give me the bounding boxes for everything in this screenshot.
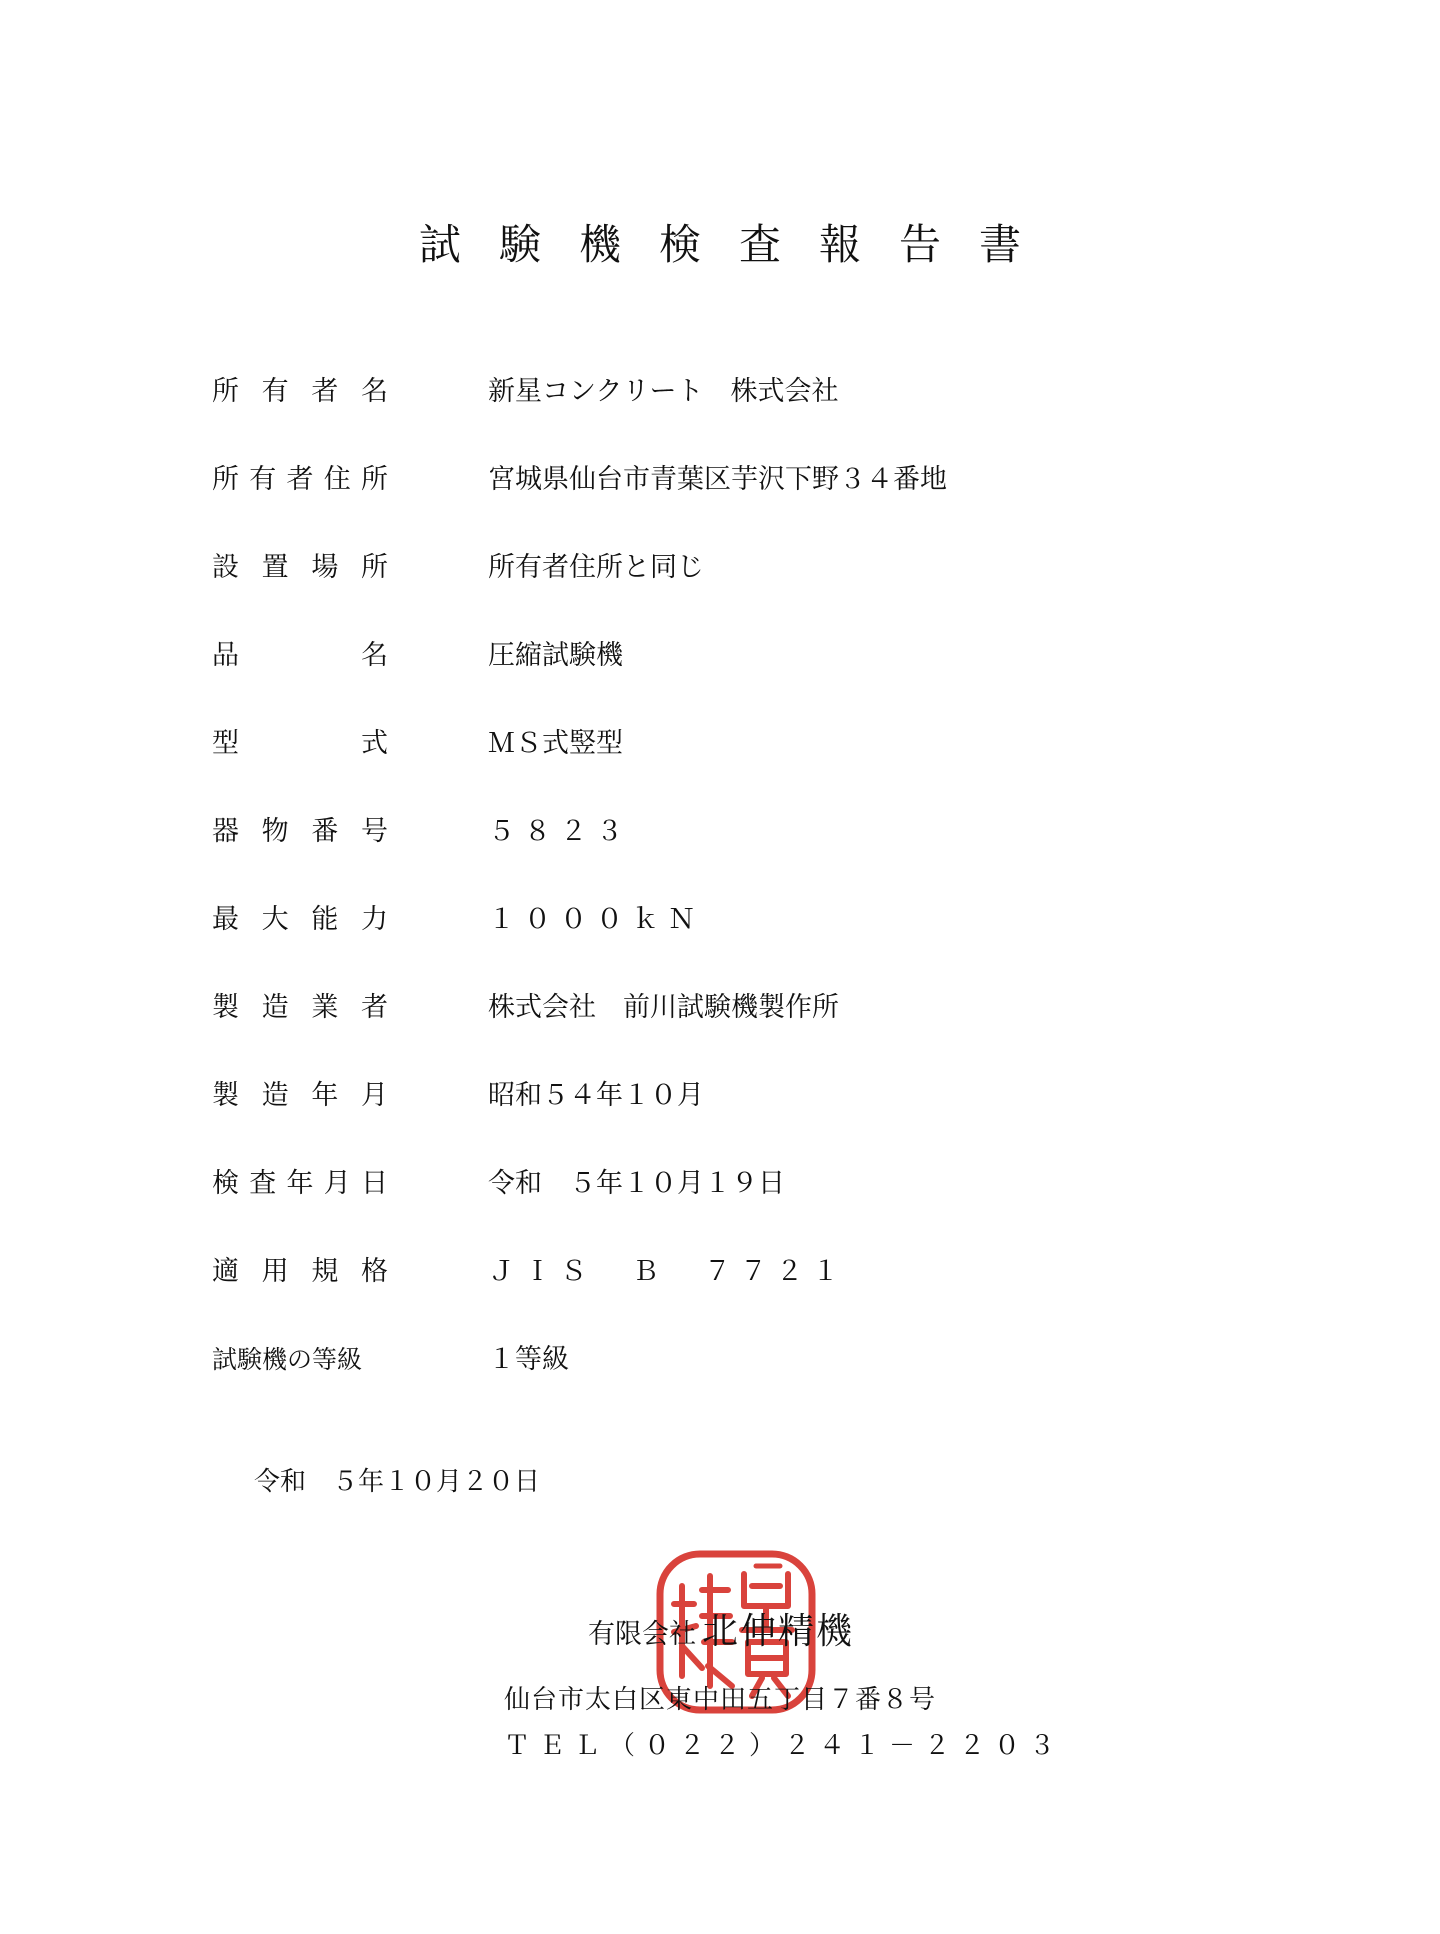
field-row [0, 460, 1440, 500]
field-label: 設 置 場 所 [212, 552, 388, 583]
issuer-company-name: 北伸精機 [702, 1611, 855, 1652]
field-label: 品 名 [212, 640, 388, 671]
field-row [0, 636, 1440, 676]
field-row [0, 1340, 1440, 1380]
field-value: ＪＩＳ Ｂ ７７２１ [488, 1256, 848, 1287]
issuer-address: 仙台市太白区東中田五丁目７番８号 [504, 1685, 937, 1715]
field-label: 適 用 規 格 [212, 1256, 388, 1287]
field-value: ５８２３ [488, 816, 632, 847]
document-title: 試験機検査報告書 [418, 220, 1059, 269]
field-value: 株式会社 前川試験機製作所 [488, 992, 839, 1023]
field-value: 令和 ５年１０月１９日 [488, 1168, 785, 1199]
field-label: 所 有 者 名 [212, 376, 388, 407]
field-label: 所 有 者 住 所 [212, 464, 388, 495]
field-value: 新星コンクリート 株式会社 [488, 376, 839, 407]
field-label: 最 大 能 力 [212, 904, 388, 935]
field-value: １等級 [488, 1344, 569, 1375]
field-row [0, 724, 1440, 764]
field-row [0, 1252, 1440, 1292]
issuer-company-type: 有限会社 [588, 1619, 696, 1650]
field-value: 昭和５４年１０月 [488, 1080, 704, 1111]
field-row [0, 812, 1440, 852]
field-label: 製 造 業 者 [212, 992, 388, 1023]
field-row [0, 1076, 1440, 1116]
field-row [0, 372, 1440, 412]
field-row [0, 548, 1440, 588]
field-row [0, 988, 1440, 1028]
field-value: ＭＳ式竪型 [488, 728, 623, 759]
field-value: 所有者住所と同じ [488, 552, 704, 583]
issue-date: 令和 ５年１０月２０日 [254, 1467, 541, 1497]
field-label: 器 物 番 号 [212, 816, 388, 847]
field-label: 試験機の等級 [212, 1345, 363, 1374]
field-row [0, 1164, 1440, 1204]
field-row [0, 900, 1440, 940]
field-value: １０００ｋＮ [488, 904, 704, 935]
field-value: 宮城県仙台市青葉区芋沢下野３４番地 [488, 464, 947, 495]
field-value: 圧縮試験機 [488, 640, 623, 671]
field-label: 検 査 年 月 日 [212, 1168, 388, 1199]
issuer-company [588, 1612, 854, 1655]
issuer-phone: ＴＥＬ（０２２）２４１－２２０３ [504, 1731, 1065, 1761]
field-label: 型 式 [212, 728, 388, 759]
field-label: 製 造 年 月 [212, 1080, 388, 1111]
